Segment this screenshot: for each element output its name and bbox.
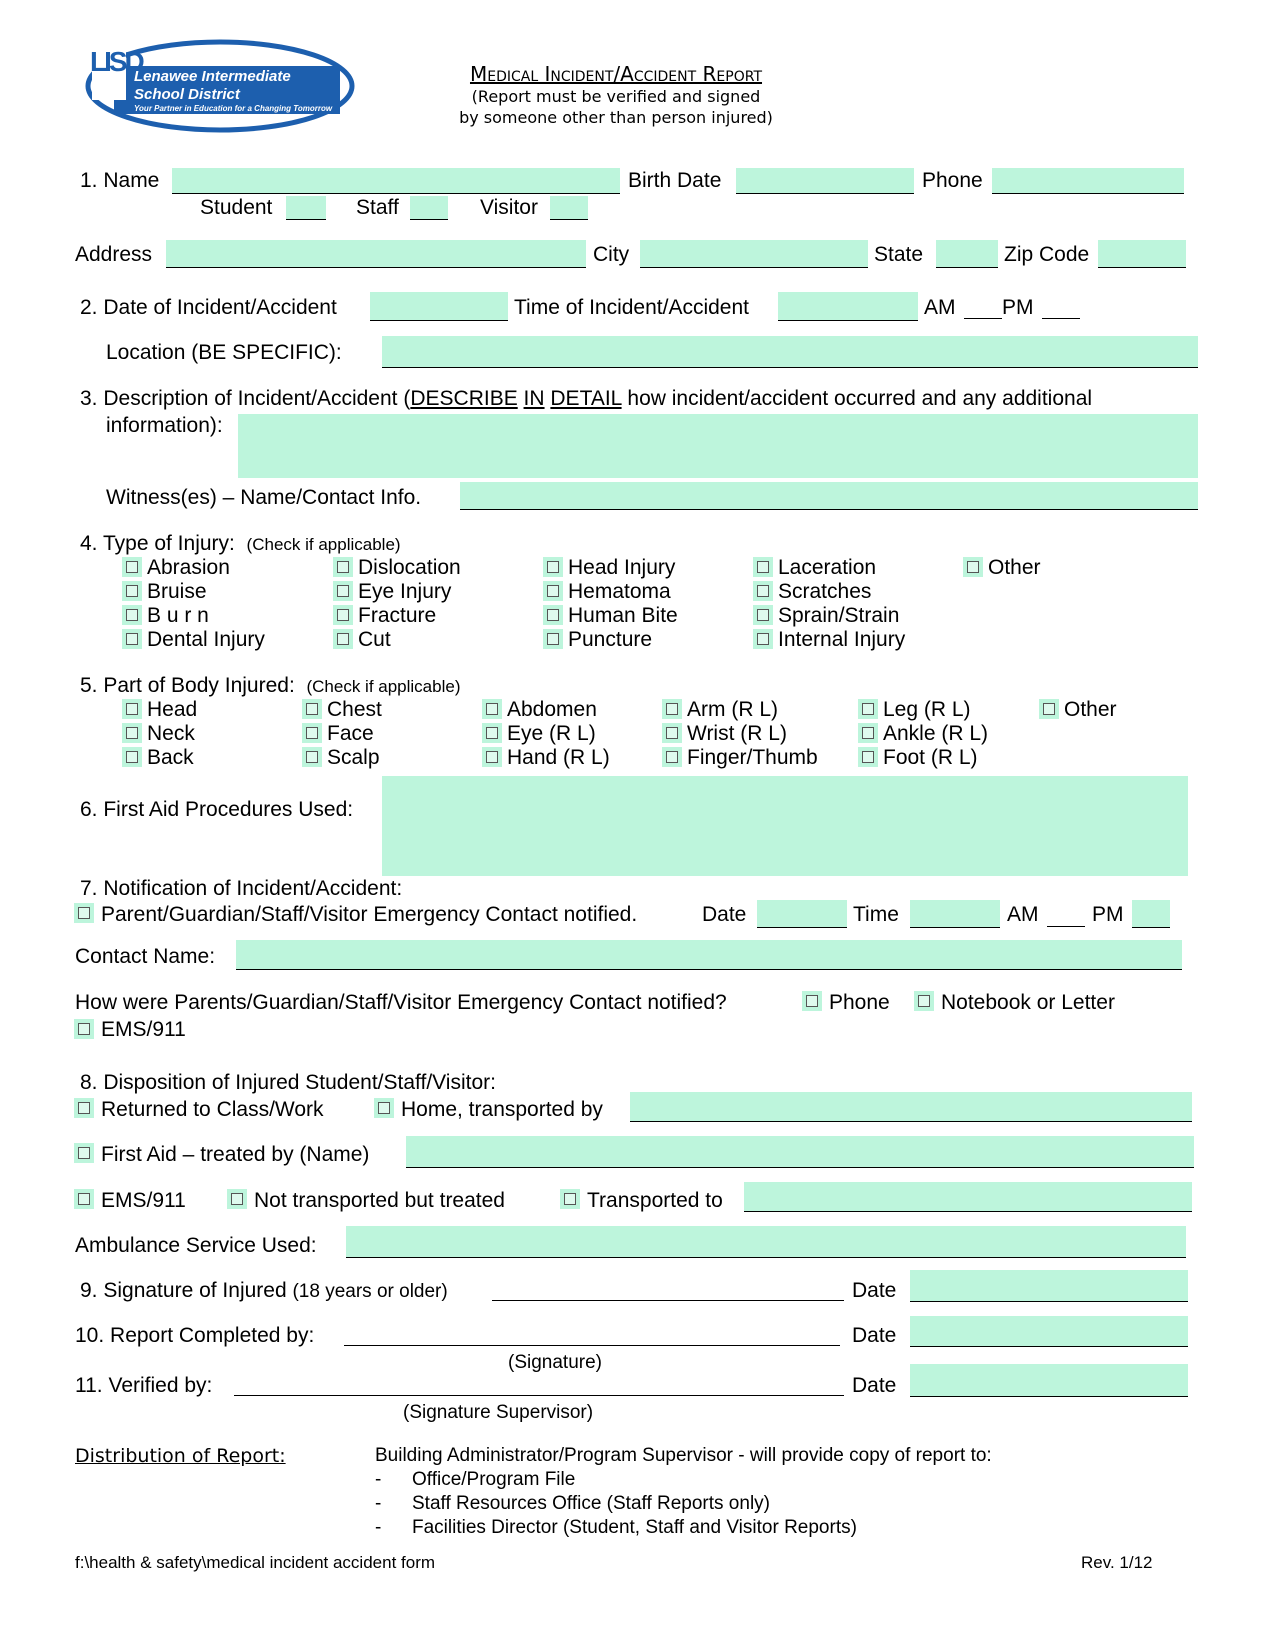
visitor-label: Visitor <box>480 196 538 219</box>
incident-date-label: 2. Date of Incident/Accident <box>80 296 337 319</box>
notified-pm-field[interactable] <box>1132 900 1170 928</box>
human-bite-checkbox[interactable] <box>543 605 563 625</box>
body-other-label: Other <box>1064 698 1117 721</box>
distribution-intro: Building Administrator/Program Supervisor - will provide copy of report to: <box>375 1445 992 1466</box>
logo-line1: Lenawee Intermediate <box>134 68 291 85</box>
contact-name-field[interactable] <box>236 940 1182 970</box>
first-aid-treated-label: First Aid – treated by (Name) <box>101 1143 370 1166</box>
dislocation-checkbox[interactable] <box>333 557 353 577</box>
body-other-checkbox[interactable] <box>1039 699 1059 719</box>
notified-pm-label: PM <box>1092 903 1124 926</box>
notified-am-label: AM <box>1007 903 1039 926</box>
injury-type-note: (Check if applicable) <box>246 535 401 554</box>
abrasion-label: Abrasion <box>147 556 230 579</box>
dental-injury-label: Dental Injury <box>147 628 265 651</box>
face-label: Face <box>327 722 374 745</box>
eye-injury-label: Eye Injury <box>358 580 452 603</box>
neck-label: Neck <box>147 722 195 745</box>
body-part-label: 5. Part of Body Injured: <box>80 674 295 697</box>
transported-to-field[interactable] <box>744 1182 1192 1212</box>
chest-label: Chest <box>327 698 382 721</box>
notified-am-line[interactable] <box>1047 926 1085 927</box>
fracture-checkbox[interactable] <box>333 605 353 625</box>
not-transported-label: Not transported but treated <box>254 1189 505 1212</box>
form-subtitle-1: (Report must be verified and signed <box>471 87 761 106</box>
home-label: Home, transported by <box>401 1098 603 1121</box>
internal-injury-checkbox[interactable] <box>753 629 773 649</box>
wrist-label: Wrist (R L) <box>687 722 787 745</box>
returned-label: Returned to Class/Work <box>101 1098 324 1121</box>
state-label: State <box>874 243 924 266</box>
distribution-item-1: Office/Program File <box>412 1469 576 1490</box>
body-part-note: (Check if applicable) <box>306 677 461 696</box>
footer-path: f:\health & safety\medical incident accident form <box>75 1553 436 1572</box>
verified-by-line[interactable] <box>234 1395 844 1396</box>
hand-label: Hand (R L) <box>507 746 610 769</box>
dental-injury-checkbox[interactable] <box>122 629 142 649</box>
location-field[interactable] <box>382 336 1198 368</box>
first-aid-field[interactable] <box>382 776 1188 876</box>
notified-time-label: Time <box>853 903 899 926</box>
laceration-label: Laceration <box>778 556 877 579</box>
burn-checkbox[interactable] <box>122 605 142 625</box>
leg-label: Leg (R L) <box>883 698 971 721</box>
footer-rev: Rev. 1/12 <box>1081 1553 1153 1572</box>
leg-checkbox[interactable] <box>858 699 878 719</box>
birth-date-label: Birth Date <box>628 169 722 192</box>
description-suffix: how incident/accident occurred and any additional <box>621 387 1093 410</box>
form-subtitle-2: by someone other than person injured) <box>459 108 773 127</box>
sprain-strain-checkbox[interactable] <box>753 605 773 625</box>
sprain-strain-label: Sprain/Strain <box>778 604 900 627</box>
birth-date-field[interactable] <box>736 168 914 194</box>
detail-word: DETAIL <box>550 387 622 410</box>
s11-date-field[interactable] <box>910 1364 1188 1397</box>
chest-checkbox[interactable] <box>302 699 322 719</box>
signature-injured-note: (18 years or older) <box>292 1281 448 1302</box>
address-field[interactable] <box>166 240 586 268</box>
logo-line2: School District <box>134 86 240 103</box>
foot-label: Foot (R L) <box>883 746 978 769</box>
transported-label: Transported to <box>587 1189 723 1212</box>
laceration-checkbox[interactable] <box>753 557 773 577</box>
report-completed-line[interactable] <box>344 1345 840 1346</box>
ambulance-field[interactable] <box>346 1226 1186 1258</box>
s11-signature-caption: (Signature Supervisor) <box>403 1402 594 1423</box>
notified-time-field[interactable] <box>910 900 1000 928</box>
signature-injured-line[interactable] <box>492 1300 844 1301</box>
scratches-label: Scratches <box>778 580 872 603</box>
abdomen-label: Abdomen <box>507 698 597 721</box>
distribution-dash-3: - <box>375 1517 382 1538</box>
puncture-label: Puncture <box>568 628 653 651</box>
notified-date-label: Date <box>702 903 747 926</box>
contact-notified-checkbox[interactable] <box>74 903 94 923</box>
head-injury-checkbox[interactable] <box>543 557 563 577</box>
name-field[interactable] <box>172 168 620 194</box>
fracture-label: Fracture <box>358 604 437 627</box>
notified-phone-checkbox[interactable] <box>802 991 822 1011</box>
bruise-checkbox[interactable] <box>122 581 142 601</box>
student-field[interactable] <box>286 196 326 220</box>
logo-tagline: Your Partner in Education for a Changing Tomorrow <box>134 104 333 113</box>
home-transport-field[interactable] <box>630 1092 1192 1122</box>
witness-label: Witness(es) – Name/Contact Info. <box>106 486 422 509</box>
ankle-checkbox[interactable] <box>858 723 878 743</box>
zip-label: Zip Code <box>1004 243 1090 266</box>
internal-injury-label: Internal Injury <box>778 628 906 651</box>
zip-field[interactable] <box>1098 240 1186 268</box>
bruise-label: Bruise <box>147 580 207 603</box>
incident-time-field[interactable] <box>778 292 918 321</box>
ambulance-label: Ambulance Service Used: <box>75 1234 317 1257</box>
state-field[interactable] <box>936 240 998 268</box>
eye-label: Eye (R L) <box>507 722 596 745</box>
pm-line[interactable] <box>1042 318 1080 319</box>
abdomen-checkbox[interactable] <box>482 699 502 719</box>
disposition-ems-checkbox[interactable] <box>74 1189 94 1209</box>
head-checkbox[interactable] <box>122 699 142 719</box>
back-checkbox[interactable] <box>122 747 142 767</box>
s10-date-field[interactable] <box>910 1316 1188 1347</box>
description-prefix: 3. Description of Incident/Accident ( <box>80 387 411 410</box>
city-label: City <box>593 243 630 266</box>
description-label-2: information): <box>106 414 223 437</box>
human-bite-label: Human Bite <box>568 604 678 627</box>
returned-checkbox[interactable] <box>74 1098 94 1118</box>
scratches-checkbox[interactable] <box>753 581 773 601</box>
hand-checkbox[interactable] <box>482 747 502 767</box>
abrasion-checkbox[interactable] <box>122 557 142 577</box>
city-field[interactable] <box>640 240 868 268</box>
burn-label: B u r n <box>147 604 209 627</box>
staff-label: Staff <box>356 196 399 219</box>
transported-checkbox[interactable] <box>560 1189 580 1209</box>
address-label: Address <box>75 243 153 266</box>
contact-notified-label: Parent/Guardian/Staff/Visitor Emergency Contact notified. <box>101 903 638 926</box>
first-aid-treated-checkbox[interactable] <box>74 1143 94 1163</box>
description-label <box>80 387 1092 411</box>
neck-checkbox[interactable] <box>122 723 142 743</box>
describe-word: DESCRIBE <box>410 387 518 410</box>
student-label: Student <box>200 196 273 219</box>
notified-notebook-checkbox[interactable] <box>914 991 934 1011</box>
signature-injured-title <box>80 1279 448 1304</box>
witness-field[interactable] <box>460 482 1198 510</box>
in-word: IN <box>523 387 545 410</box>
am-label: AM <box>924 296 956 319</box>
s11-date-label: Date <box>852 1374 897 1397</box>
eye-checkbox[interactable] <box>482 723 502 743</box>
s10-date-label: Date <box>852 1324 897 1347</box>
notified-phone-label: Phone <box>829 991 890 1014</box>
notified-ems-label: EMS/911 <box>101 1018 186 1041</box>
incident-time-label: Time of Incident/Accident <box>514 296 749 319</box>
cut-checkbox[interactable] <box>333 629 353 649</box>
arm-checkbox[interactable] <box>662 699 682 719</box>
home-checkbox[interactable] <box>374 1098 394 1118</box>
cut-label: Cut <box>358 628 391 651</box>
phone-label: Phone <box>922 169 983 192</box>
verified-by-label: 11. Verified by: <box>75 1374 213 1397</box>
notified-notebook-label: Notebook or Letter <box>941 991 1115 1014</box>
distribution-label: Distribution of Report: <box>75 1445 286 1467</box>
hematoma-label: Hematoma <box>568 580 671 603</box>
s9-date-field[interactable] <box>910 1270 1188 1302</box>
distribution-item-2: Staff Resources Office (Staff Reports only) <box>412 1493 770 1514</box>
arm-label: Arm (R L) <box>687 698 778 721</box>
body-part-title <box>80 674 460 699</box>
back-label: Back <box>147 746 194 769</box>
s10-signature-caption: (Signature) <box>508 1352 602 1373</box>
injury-type-title <box>80 532 401 557</box>
head-label: Head <box>147 698 198 721</box>
ankle-label: Ankle (R L) <box>883 722 989 745</box>
s9-date-label: Date <box>852 1279 897 1302</box>
distribution-item-3: Facilities Director (Student, Staff and Visitor Reports) <box>412 1517 857 1538</box>
signature-injured-label: 9. Signature of Injured <box>80 1279 287 1302</box>
not-transported-checkbox[interactable] <box>227 1189 247 1209</box>
visitor-field[interactable] <box>550 196 588 220</box>
face-checkbox[interactable] <box>302 723 322 743</box>
staff-field[interactable] <box>410 196 448 220</box>
am-line[interactable] <box>964 318 1002 319</box>
name-label: 1. Name <box>80 169 160 192</box>
logo-mark: LISD <box>90 46 142 77</box>
puncture-checkbox[interactable] <box>543 629 563 649</box>
description-field[interactable] <box>238 414 1198 478</box>
notified-ems-checkbox[interactable] <box>74 1019 94 1039</box>
injury-other-label: Other <box>988 556 1041 579</box>
first-aid-label: 6. First Aid Procedures Used: <box>80 798 354 821</box>
injury-type-label: 4. Type of Injury: <box>80 532 235 555</box>
distribution-dash-1: - <box>375 1469 382 1490</box>
report-completed-label: 10. Report Completed by: <box>75 1324 315 1347</box>
head-injury-label: Head Injury <box>568 556 676 579</box>
scalp-label: Scalp <box>327 746 380 769</box>
wrist-checkbox[interactable] <box>662 723 682 743</box>
finger-thumb-checkbox[interactable] <box>662 747 682 767</box>
hematoma-checkbox[interactable] <box>543 581 563 601</box>
location-label: Location (BE SPECIFIC): <box>106 341 342 364</box>
disposition-title: 8. Disposition of Injured Student/Staff/Visitor: <box>80 1071 496 1094</box>
form-title: Medical Incident/Accident Report <box>469 62 763 86</box>
scalp-checkbox[interactable] <box>302 747 322 767</box>
notified-date-field[interactable] <box>757 900 847 928</box>
eye-injury-checkbox[interactable] <box>333 581 353 601</box>
disposition-ems-label: EMS/911 <box>101 1189 186 1212</box>
notification-title: 7. Notification of Incident/Accident: <box>80 877 403 900</box>
how-notified-label: How were Parents/Guardian/Staff/Visitor Emergency Contact notified? <box>75 991 727 1014</box>
first-aid-treated-field[interactable] <box>406 1136 1194 1168</box>
injury-other-checkbox[interactable] <box>963 557 983 577</box>
pm-label: PM <box>1002 296 1034 319</box>
foot-checkbox[interactable] <box>858 747 878 767</box>
incident-date-field[interactable] <box>370 292 508 321</box>
phone-field[interactable] <box>992 168 1184 194</box>
finger-thumb-label: Finger/Thumb <box>687 746 818 769</box>
contact-name-label: Contact Name: <box>75 945 216 968</box>
distribution-dash-2: - <box>375 1493 382 1514</box>
dislocation-label: Dislocation <box>358 556 461 579</box>
